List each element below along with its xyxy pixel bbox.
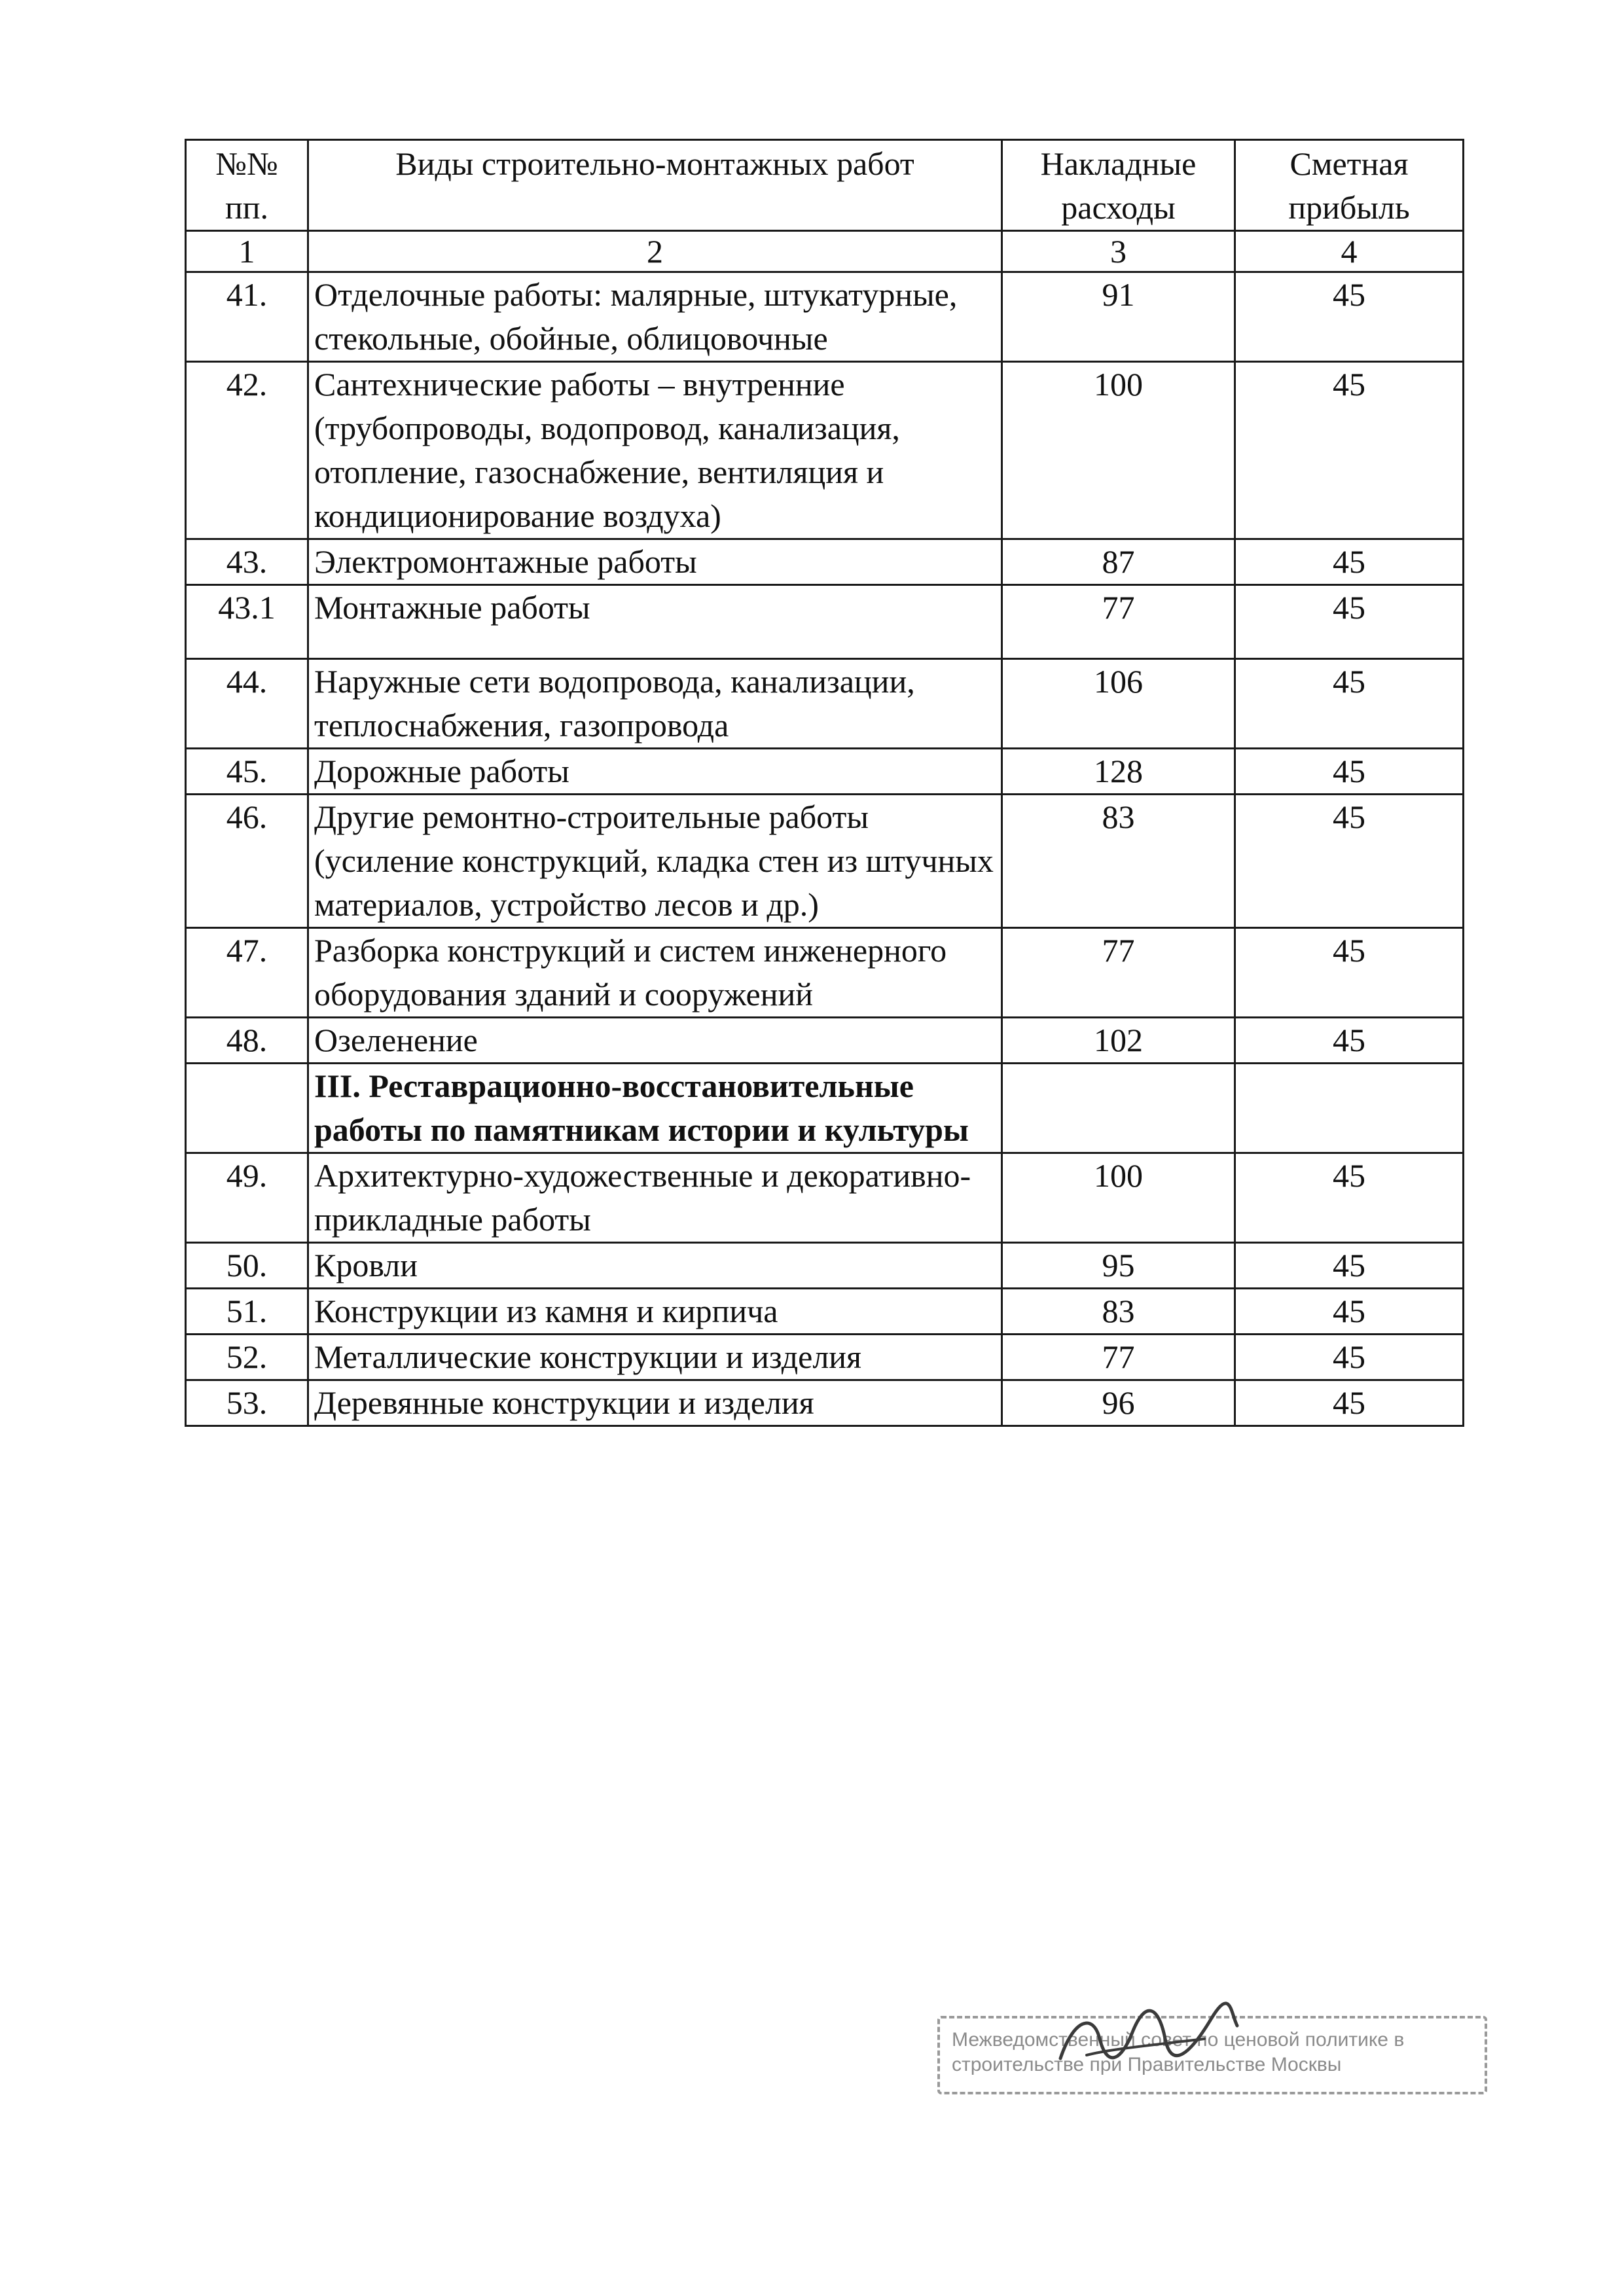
table-row: [186, 795, 1464, 928]
table-row: [186, 1335, 1464, 1380]
work-type: Монтажные работы: [308, 585, 1002, 659]
column-number: 1: [186, 231, 308, 272]
row-number: 41.: [186, 272, 308, 362]
work-type: Наружные сети водопровода, канализации, теплоснабжения, газопровода: [308, 659, 1002, 749]
overhead-value: [1002, 1064, 1235, 1153]
table-row: [186, 749, 1464, 795]
work-type: Разборка конструкций и систем инженерного оборудования зданий и сооружений: [308, 928, 1002, 1018]
overhead-value: 83: [1002, 795, 1235, 928]
overhead-value: 100: [1002, 362, 1235, 539]
work-type: Кровли: [308, 1243, 1002, 1289]
table-row: [186, 1018, 1464, 1064]
work-type: Конструкции из камня и кирпича: [308, 1289, 1002, 1335]
row-number: 53.: [186, 1380, 308, 1426]
overhead-value: 96: [1002, 1380, 1235, 1426]
work-type: Отделочные работы: малярные, штукатурные, стекольные, обойные, облицовочные: [308, 272, 1002, 362]
overhead-value: 83: [1002, 1289, 1235, 1335]
work-type: Другие ремонтно-строительные работы (усиление конструкций, кладка стен из штучных материалов, устройство лесов и др.): [308, 795, 1002, 928]
profit-value: 45: [1235, 585, 1464, 659]
row-number: 51.: [186, 1289, 308, 1335]
row-number: 44.: [186, 659, 308, 749]
overhead-value: 87: [1002, 539, 1235, 585]
profit-value: 45: [1235, 1153, 1464, 1243]
header-profit: Сметная прибыль: [1235, 140, 1464, 231]
profit-value: 45: [1235, 1018, 1464, 1064]
overhead-value: 77: [1002, 1335, 1235, 1380]
section-title: III. Реставрационно-восстановительные работы по памятникам истории и культуры: [308, 1064, 1002, 1153]
row-number: 45.: [186, 749, 308, 795]
stamp-line-2: строительстве при Правительстве Москвы: [952, 2054, 1342, 2075]
row-number: 49.: [186, 1153, 308, 1243]
row-number: 43.: [186, 539, 308, 585]
profit-value: 45: [1235, 539, 1464, 585]
work-type: Деревянные конструкции и изделия: [308, 1380, 1002, 1426]
overhead-value: 102: [1002, 1018, 1235, 1064]
row-number: 43.1: [186, 585, 308, 659]
table-row: [186, 585, 1464, 659]
work-type: Электромонтажные работы: [308, 539, 1002, 585]
work-type: Металлические конструкции и изделия: [308, 1335, 1002, 1380]
section-heading-row: [186, 1064, 1464, 1153]
table-row: [186, 1380, 1464, 1426]
table-row: [186, 659, 1464, 749]
rates-table: [185, 139, 1464, 1427]
profit-value: 45: [1235, 928, 1464, 1018]
table-header-row: [186, 140, 1464, 231]
table-row: [186, 272, 1464, 362]
overhead-value: 77: [1002, 585, 1235, 659]
header-overhead: Накладные расходы: [1002, 140, 1235, 231]
row-number: 42.: [186, 362, 308, 539]
profit-value: 45: [1235, 272, 1464, 362]
work-type: Дорожные работы: [308, 749, 1002, 795]
profit-value: 45: [1235, 1289, 1464, 1335]
handwritten-signature: [1047, 1993, 1244, 2078]
header-work-type: Виды строительно-монтажных работ: [308, 140, 1002, 231]
work-type: Сантехнические работы – внутренние (трубопроводы, водопровод, канализация, отопление, газоснабжение, вентиляция и кондиционирование воздуха): [308, 362, 1002, 539]
work-type: Озеленение: [308, 1018, 1002, 1064]
row-number: 47.: [186, 928, 308, 1018]
profit-value: 45: [1235, 659, 1464, 749]
column-number: 4: [1235, 231, 1464, 272]
profit-value: 45: [1235, 749, 1464, 795]
profit-value: 45: [1235, 1380, 1464, 1426]
overhead-value: 95: [1002, 1243, 1235, 1289]
column-number: 3: [1002, 231, 1235, 272]
work-type: Архитектурно-художественные и декоративно-прикладные работы: [308, 1153, 1002, 1243]
table-row: [186, 1243, 1464, 1289]
overhead-value: 128: [1002, 749, 1235, 795]
table-row: [186, 928, 1464, 1018]
column-number: 2: [308, 231, 1002, 272]
profit-value: [1235, 1064, 1464, 1153]
row-number: [186, 1064, 308, 1153]
overhead-value: 77: [1002, 928, 1235, 1018]
row-number: 52.: [186, 1335, 308, 1380]
row-number: 48.: [186, 1018, 308, 1064]
overhead-value: 100: [1002, 1153, 1235, 1243]
table-row: [186, 1289, 1464, 1335]
profit-value: 45: [1235, 795, 1464, 928]
profit-value: 45: [1235, 362, 1464, 539]
overhead-value: 106: [1002, 659, 1235, 749]
stamp-line-1: Межведомственный совет по ценовой политике в: [952, 2029, 1405, 2051]
table-row: [186, 539, 1464, 585]
table-row: [186, 1153, 1464, 1243]
row-number: 50.: [186, 1243, 308, 1289]
profit-value: 45: [1235, 1335, 1464, 1380]
header-num: №№ пп.: [186, 140, 308, 231]
table-row: [186, 362, 1464, 539]
column-number-row: [186, 231, 1464, 272]
row-number: 46.: [186, 795, 308, 928]
overhead-value: 91: [1002, 272, 1235, 362]
profit-value: 45: [1235, 1243, 1464, 1289]
